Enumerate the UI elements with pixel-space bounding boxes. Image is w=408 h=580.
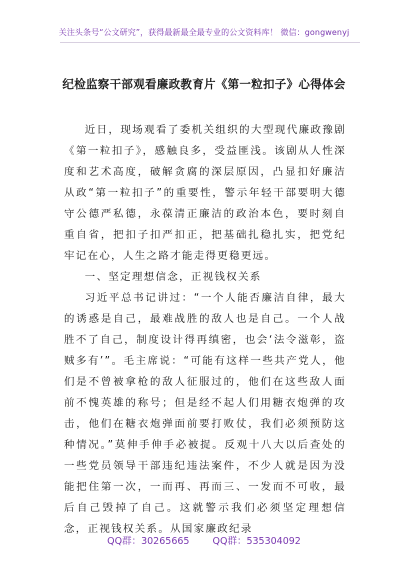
paragraph-intro: 近日，现场观看了委机关组织的大型现代廉政豫剧《第一粒扣子》，感触良多，受益匪浅。该剧从人性深度和艺术高度，破解贪腐的深层原因，凸显扣好廉洁从政“第一粒扣子”的重要性，警示年轻干部要明大德守公德严私德，永葆清正廉洁的政治本色，要时刻自重自省，把扣子扣严扣正，把基础扎稳扎实，把党纪牢记在心，人生之路才能走得更稳更远。 [64,124,346,262]
document-body [64,120,346,540]
header-divider [60,42,360,43]
document-title: 纪检监察干部观看廉政教育片《第一粒扣子》心得体会 [62,77,346,91]
footer-qq-groups [0,533,408,547]
footer-qq-group-2: QQ群：535304092 [212,536,301,547]
section-heading: 一、坚定理想信念，正视钱权关系 [84,271,262,283]
paragraph-body: 习近平总书记讲过：“一个人能否廉洁自律，最大的诱惑是自己，最难战胜的敌人也是自己。一个人战胜不了自己，制度设计得再缜密，也会‘法令滋彰，盗贼多有’”。毛主席说：“可能有这样一些共产党人，他们是不曾被拿枪的敌人征服过的，他们在这些敌人面前不愧英雄的称号；但是经不起人们用糖衣炮弹的攻击，他们在糖衣炮弹面前要打败仗，我们必须预防这种情况。”莫伸手伸手必被捉。反观十八大以后查处的一些党员领导干部违纪违法案件，不少人就是因为没能把住第一次，一而再、再而三、一发而不可收，最后自己毁掉了自己。这就警示我们必须坚定理想信念，正视钱权关系。从国家廉政纪录 [64,292,346,535]
header-promo-note: 关注头条号“公文研究”，获得最新最全最专业的公文资料库！ 微信：gongwenyj [58,28,350,37]
footer-qq-group-1: QQ群：30265665 [107,536,190,547]
